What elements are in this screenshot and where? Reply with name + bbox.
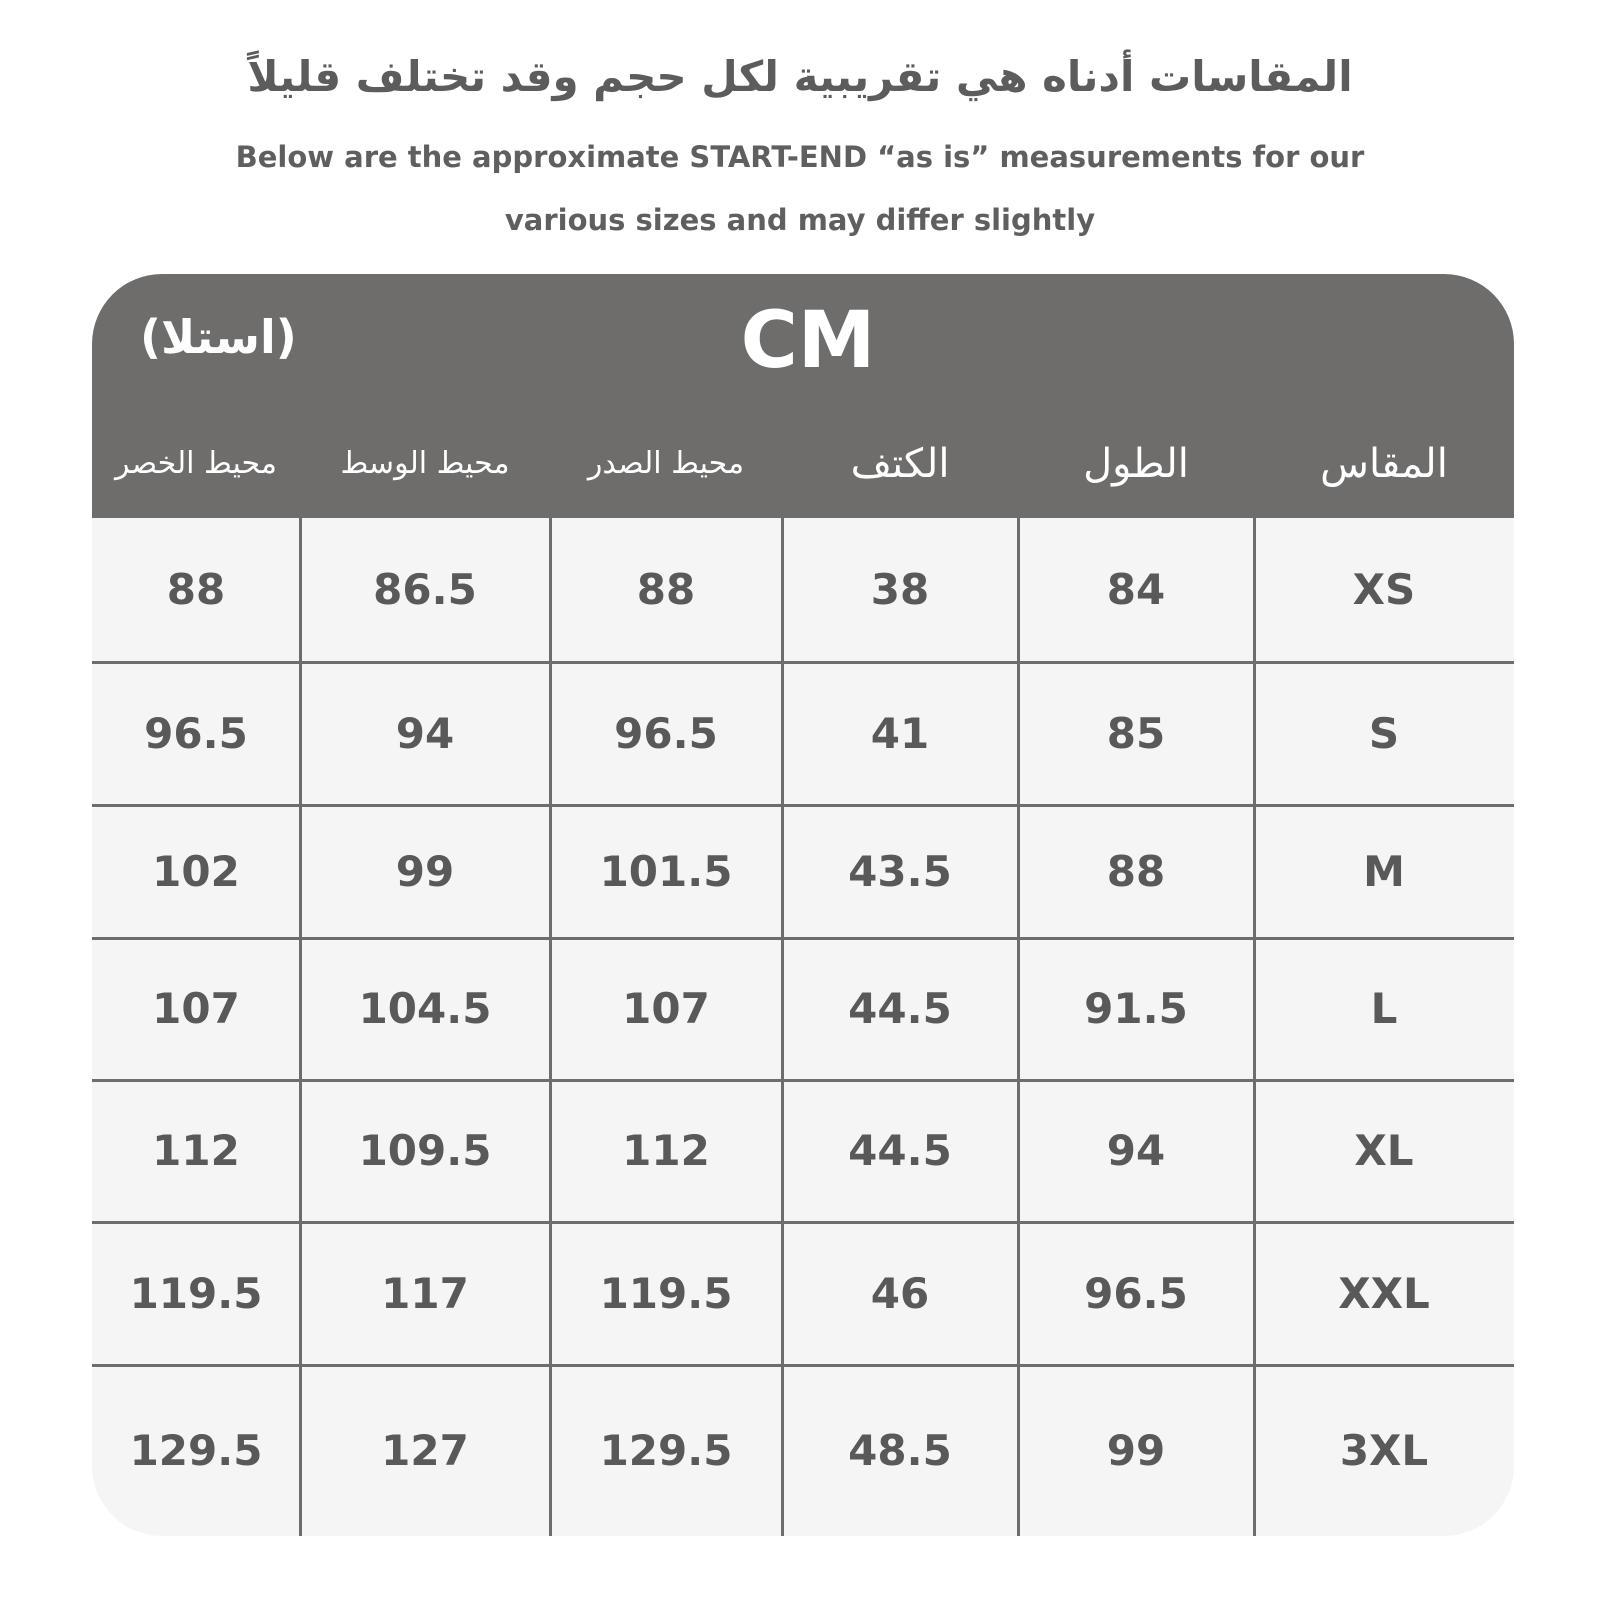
- measurement-cell: 102: [152, 847, 240, 896]
- measurement-cell: 94: [1106, 1126, 1166, 1175]
- measurement-cell: 38: [870, 565, 930, 614]
- measurement-cell: 48.5: [848, 1426, 952, 1475]
- arabic-title: المقاسات أدناه هي تقريبية لكل حجم وقد تختلف قليلاً: [247, 52, 1353, 101]
- measurement-cell: 99: [1106, 1426, 1166, 1475]
- size-label-cell: S: [1368, 709, 1400, 758]
- measurement-cell: 119.5: [599, 1269, 733, 1318]
- measurement-cell: 85: [1106, 709, 1166, 758]
- english-subtitle-line-2: various sizes and may differ slightly: [504, 203, 1096, 237]
- column-header-hip: محيط الخصر: [115, 446, 277, 481]
- stretch-note: (استلا): [140, 310, 297, 364]
- measurement-cell: 88: [166, 565, 226, 614]
- measurement-cell: 91.5: [1084, 984, 1188, 1033]
- measurement-cell: 96.5: [614, 709, 718, 758]
- size-chart-table: [92, 274, 1514, 1536]
- size-label-cell: 3XL: [1339, 1426, 1429, 1475]
- measurement-cell: 117: [381, 1269, 469, 1318]
- measurement-cell: 109.5: [358, 1126, 492, 1175]
- measurement-cell: 96.5: [1084, 1269, 1188, 1318]
- measurement-cell: 127: [381, 1426, 469, 1475]
- column-header-chest: محيط الصدر: [587, 446, 745, 481]
- measurement-cell: 107: [152, 984, 240, 1033]
- column-header-length: الطول: [1083, 441, 1189, 487]
- size-label-cell: XS: [1352, 565, 1416, 614]
- measurement-cell: 86.5: [373, 565, 477, 614]
- size-label-cell: L: [1370, 984, 1398, 1033]
- size-label-cell: XXL: [1338, 1269, 1430, 1318]
- measurement-cell: 96.5: [144, 709, 248, 758]
- measurement-cell: 107: [622, 984, 710, 1033]
- measurement-cell: 112: [152, 1126, 240, 1175]
- english-subtitle-line-1: Below are the approximate START-END “as is” measurements for our: [235, 140, 1365, 174]
- table-header: [92, 274, 1514, 518]
- measurement-cell: 84: [1106, 565, 1166, 614]
- measurement-cell: 119.5: [129, 1269, 263, 1318]
- column-header-size: المقاس: [1320, 441, 1448, 487]
- measurement-cell: 129.5: [129, 1426, 263, 1475]
- measurement-cell: 112: [622, 1126, 710, 1175]
- column-header-waist: محيط الوسط: [340, 446, 510, 481]
- measurement-cell: 41: [870, 709, 930, 758]
- measurement-cell: 99: [395, 847, 455, 896]
- measurement-cell: 46: [870, 1269, 930, 1318]
- measurement-cell: 101.5: [599, 847, 733, 896]
- measurement-cell: 104.5: [358, 984, 492, 1033]
- measurement-cell: 88: [636, 565, 696, 614]
- column-header-shoulder: الكتف: [850, 441, 950, 487]
- measurement-cell: 43.5: [848, 847, 952, 896]
- unit-label: CM: [740, 296, 876, 386]
- measurement-cell: 88: [1106, 847, 1166, 896]
- size-label-cell: XL: [1354, 1126, 1414, 1175]
- size-label-cell: M: [1363, 847, 1405, 896]
- measurement-cell: 94: [395, 709, 455, 758]
- measurement-cell: 44.5: [848, 1126, 952, 1175]
- measurement-cell: 44.5: [848, 984, 952, 1033]
- measurement-cell: 129.5: [599, 1426, 733, 1475]
